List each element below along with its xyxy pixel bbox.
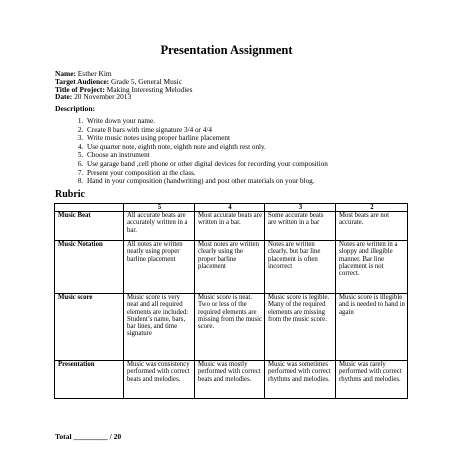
step-item: 3. Write music notes using proper barline placement xyxy=(85,134,445,143)
rubric-cell: Notes are written in a sloppy and illegible manner. Bar line placement is not correct. xyxy=(336,241,408,294)
step-item: 6. Use garage band ,cell phone or other digital devices for recording your composition xyxy=(85,160,445,169)
rubric-row xyxy=(55,212,408,241)
rubric-cell: All accurate beats are accurately written in a bar. xyxy=(124,212,195,241)
criterion-cell: Music Notation xyxy=(55,241,124,294)
rubric-cell: Notes are written clearly, but bar line placement is often incorrect xyxy=(265,241,336,294)
rubric-cell: Music score is very neat and all required elements are included: Student’s name, bars, bar lines, and time signature xyxy=(124,294,195,361)
rubric-cell: Most beats are not accurate. xyxy=(336,212,408,241)
step-item: 4. Use quarter note, eighth note, eighth note and eighth rest only. xyxy=(85,143,445,152)
meta-name: Name: Esther Kim xyxy=(55,69,112,78)
step-item: 5. Choose an instrument xyxy=(85,151,445,160)
rubric-header-row xyxy=(55,204,408,212)
rubric-table xyxy=(54,203,408,399)
step-item: 8. Hand in your composition (handwriting) and post other materials on your blog. xyxy=(85,177,445,186)
rubric-row xyxy=(55,294,408,361)
header-cell: 5 xyxy=(124,204,195,212)
step-item: 1. Write down your name. xyxy=(85,117,445,126)
rubric-heading: Rubric xyxy=(55,189,85,200)
header-cell: 3 xyxy=(265,204,336,212)
meta-project: Title of Project: Making Interesting Melodies xyxy=(55,84,193,94)
rubric-cell: Music was rarely performed with correct rhythms and melodies. xyxy=(336,361,408,399)
steps-list xyxy=(55,117,445,186)
rubric-cell: Music score is legible. Many of the required elements are missing from the music score. xyxy=(265,294,336,361)
criterion-cell: Presentation xyxy=(55,361,124,399)
rubric-cell: Most notes are written clearly using the proper barline placement xyxy=(195,241,265,294)
total-score: Total _________ / 20 xyxy=(55,432,122,441)
header-cell: 2 xyxy=(336,204,408,212)
header-cell xyxy=(55,204,124,212)
description-heading: Description: xyxy=(55,104,96,113)
criterion-cell: Music Beat xyxy=(55,212,124,241)
rubric-cell: Music was consistency performed with correct beats and melodies. xyxy=(124,361,195,399)
header-cell: 4 xyxy=(195,204,265,212)
step-item: 2. Create 8 bars with time signature 3/4 or 4/4 xyxy=(85,126,445,135)
rubric-cell: Some accurate beats are written in a bar xyxy=(265,212,336,241)
meta-date: Date: 20 November 2013 xyxy=(55,92,132,102)
rubric-cell: All notes are written neatly using proper barline placement xyxy=(124,241,195,294)
step-item: 7. Present your composition at the class. xyxy=(85,169,445,178)
rubric-cell: Music score is illegible and is needed to hand in again xyxy=(336,294,408,361)
rubric-cell: Music score is neat. Two or less of the required elements are missing from the music score. xyxy=(195,294,265,361)
rubric-cell: Music was sometimes performed with correct rhythms and melodies. xyxy=(265,361,336,399)
document-title: Presentation Assignment xyxy=(160,43,293,57)
rubric-row xyxy=(55,241,408,294)
assignment-meta xyxy=(55,70,192,101)
rubric-cell: Most accurate beats are written in a bar. xyxy=(195,212,265,241)
rubric-row xyxy=(55,361,408,399)
meta-audience: Target Audience: Grade 5, General Music xyxy=(55,76,183,86)
criterion-cell: Music score xyxy=(55,294,124,361)
rubric-cell: Music was mostly performed with correct beats and melodies. xyxy=(195,361,265,399)
